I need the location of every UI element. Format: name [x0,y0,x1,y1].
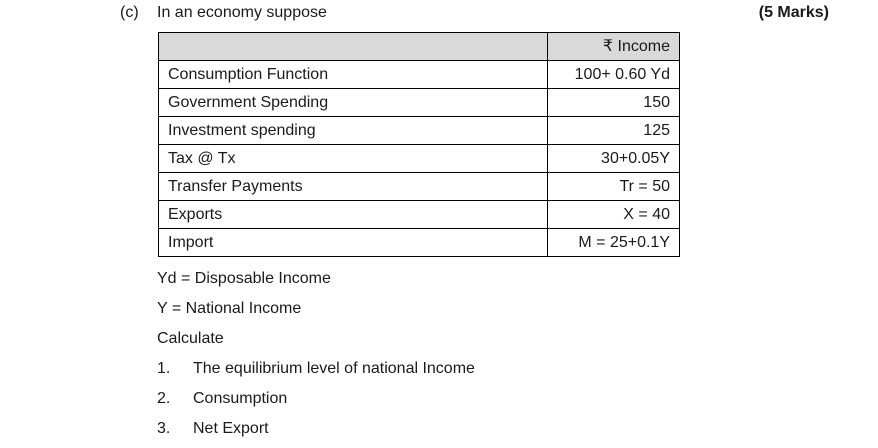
table-row [159,173,680,201]
task-text: Net Export [193,420,269,437]
task-item [157,358,475,388]
table-row [159,229,680,257]
row-label: Import [159,229,548,257]
row-value: 100+ 0.60 Yd [548,61,680,89]
task-number: 2. [157,390,171,407]
task-item [157,388,475,418]
table-row [159,117,680,145]
task-text: The equilibrium level of national Income [193,360,475,377]
definition-disposable-income: Yd = Disposable Income [157,270,331,287]
row-value: 30+0.05Y [548,145,680,173]
task-number: 1. [157,360,171,377]
row-label: Investment spending [159,117,548,145]
row-label: Government Spending [159,89,548,117]
table-row [159,201,680,229]
header-label-cell [159,33,548,61]
row-value: Tr = 50 [548,173,680,201]
task-text: Consumption [193,390,288,407]
task-number: 3. [157,420,171,437]
calculate-heading: Calculate [157,330,224,347]
row-value: 125 [548,117,680,145]
header-value-cell: ₹ Income [548,33,680,61]
question-intro: In an economy suppose [157,4,327,21]
row-label: Transfer Payments [159,173,548,201]
definition-national-income: Y = National Income [157,300,302,317]
notes-section [157,268,475,448]
table-row [159,89,680,117]
row-label: Exports [159,201,548,229]
table-row [159,61,680,89]
row-value: M = 25+0.1Y [548,229,680,257]
task-item [157,418,475,448]
economy-data-table [158,32,680,257]
question-label: (c) [120,4,139,21]
row-value: 150 [548,89,680,117]
row-label: Consumption Function [159,61,548,89]
table-row [159,145,680,173]
row-label: Tax @ Tx [159,145,548,173]
table-header-row [159,33,680,61]
row-value: X = 40 [548,201,680,229]
marks-label: (5 Marks) [758,4,829,21]
